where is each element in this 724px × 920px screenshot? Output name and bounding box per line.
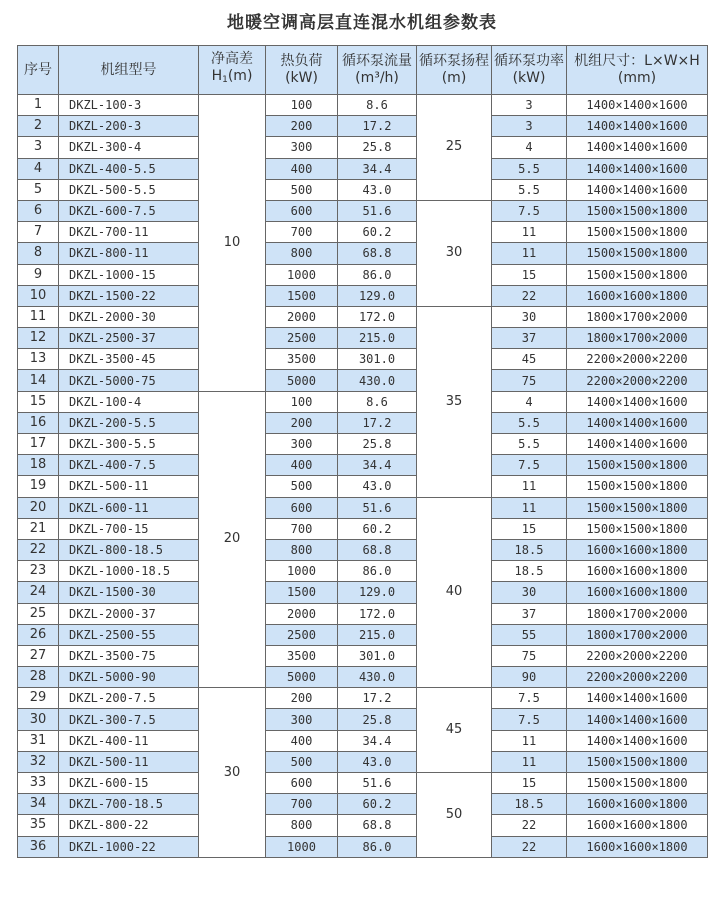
row-power: 3 xyxy=(492,95,567,116)
row-model: DKZL-200-7.5 xyxy=(59,688,199,709)
row-size: 1400×1400×1600 xyxy=(567,412,708,433)
row-size: 1600×1600×1800 xyxy=(567,582,708,603)
row-load: 3500 xyxy=(266,349,338,370)
table-row xyxy=(18,370,708,391)
row-power: 22 xyxy=(492,285,567,306)
row-power: 7.5 xyxy=(492,455,567,476)
row-no: 25 xyxy=(18,603,59,624)
row-load: 700 xyxy=(266,222,338,243)
table-row xyxy=(18,603,708,624)
row-model: DKZL-400-11 xyxy=(59,730,199,751)
table-row xyxy=(18,561,708,582)
row-no: 23 xyxy=(18,561,59,582)
row-model: DKZL-200-3 xyxy=(59,116,199,137)
header-flow: 循环泵流量 (m³/h) xyxy=(338,46,417,95)
row-no: 18 xyxy=(18,455,59,476)
row-load: 800 xyxy=(266,815,338,836)
row-flow: 8.6 xyxy=(338,391,417,412)
row-power: 5.5 xyxy=(492,179,567,200)
row-power: 90 xyxy=(492,667,567,688)
row-no: 6 xyxy=(18,200,59,221)
row-power: 30 xyxy=(492,306,567,327)
row-load: 300 xyxy=(266,709,338,730)
row-size: 1400×1400×1600 xyxy=(567,158,708,179)
row-model: DKZL-1000-22 xyxy=(59,836,199,857)
row-size: 1400×1400×1600 xyxy=(567,116,708,137)
row-size: 1400×1400×1600 xyxy=(567,391,708,412)
row-model: DKZL-5000-90 xyxy=(59,667,199,688)
row-size: 1400×1400×1600 xyxy=(567,179,708,200)
row-power: 22 xyxy=(492,815,567,836)
row-size: 1500×1500×1800 xyxy=(567,455,708,476)
table-row xyxy=(18,158,708,179)
row-power: 45 xyxy=(492,349,567,370)
table-row xyxy=(18,518,708,539)
row-flow: 86.0 xyxy=(338,561,417,582)
row-model: DKZL-1500-22 xyxy=(59,285,199,306)
row-load: 2500 xyxy=(266,328,338,349)
row-load: 700 xyxy=(266,794,338,815)
table-row xyxy=(18,306,708,327)
row-no: 20 xyxy=(18,497,59,518)
row-size: 1500×1500×1800 xyxy=(567,200,708,221)
row-no: 2 xyxy=(18,116,59,137)
row-power: 11 xyxy=(492,476,567,497)
row-power: 11 xyxy=(492,222,567,243)
row-flow: 17.2 xyxy=(338,116,417,137)
row-flow: 25.8 xyxy=(338,434,417,455)
row-model: DKZL-800-11 xyxy=(59,243,199,264)
row-model: DKZL-500-5.5 xyxy=(59,179,199,200)
row-power: 7.5 xyxy=(492,688,567,709)
row-model: DKZL-600-7.5 xyxy=(59,200,199,221)
row-model: DKZL-2500-37 xyxy=(59,328,199,349)
header-power: 循环泵功率 (kW) xyxy=(492,46,567,95)
row-load: 200 xyxy=(266,116,338,137)
row-model: DKZL-2500-55 xyxy=(59,624,199,645)
row-model: DKZL-600-11 xyxy=(59,497,199,518)
row-load: 800 xyxy=(266,243,338,264)
row-power: 37 xyxy=(492,603,567,624)
row-load: 800 xyxy=(266,539,338,560)
row-power: 5.5 xyxy=(492,158,567,179)
header-head: 循环泵扬程 (m) xyxy=(417,46,492,95)
row-flow: 215.0 xyxy=(338,624,417,645)
row-load: 1500 xyxy=(266,582,338,603)
table-row xyxy=(18,815,708,836)
table-row xyxy=(18,476,708,497)
row-power: 18.5 xyxy=(492,539,567,560)
row-load: 3500 xyxy=(266,645,338,666)
table-row xyxy=(18,412,708,433)
header-row xyxy=(18,46,708,95)
row-no: 17 xyxy=(18,434,59,455)
row-model: DKZL-700-11 xyxy=(59,222,199,243)
row-model: DKZL-400-7.5 xyxy=(59,455,199,476)
row-load: 600 xyxy=(266,497,338,518)
row-model: DKZL-700-18.5 xyxy=(59,794,199,815)
row-no: 16 xyxy=(18,412,59,433)
row-flow: 68.8 xyxy=(338,539,417,560)
row-flow: 301.0 xyxy=(338,645,417,666)
row-flow: 430.0 xyxy=(338,370,417,391)
row-model: DKZL-1500-30 xyxy=(59,582,199,603)
row-size: 1600×1600×1800 xyxy=(567,561,708,582)
row-no: 26 xyxy=(18,624,59,645)
row-flow: 60.2 xyxy=(338,518,417,539)
table-row xyxy=(18,497,708,518)
row-size: 2200×2000×2200 xyxy=(567,667,708,688)
row-size: 1500×1500×1800 xyxy=(567,243,708,264)
row-size: 1600×1600×1800 xyxy=(567,285,708,306)
row-load: 100 xyxy=(266,391,338,412)
row-model: DKZL-800-18.5 xyxy=(59,539,199,560)
row-flow: 17.2 xyxy=(338,688,417,709)
table-row xyxy=(18,751,708,772)
row-flow: 129.0 xyxy=(338,582,417,603)
row-load: 400 xyxy=(266,455,338,476)
table-row xyxy=(18,539,708,560)
row-model: DKZL-300-5.5 xyxy=(59,434,199,455)
row-power: 30 xyxy=(492,582,567,603)
row-size: 1400×1400×1600 xyxy=(567,95,708,116)
row-no: 24 xyxy=(18,582,59,603)
row-no: 5 xyxy=(18,179,59,200)
row-no: 11 xyxy=(18,306,59,327)
table-row xyxy=(18,391,708,412)
head-group-cell: 25 xyxy=(417,95,492,201)
row-flow: 86.0 xyxy=(338,836,417,857)
row-power: 15 xyxy=(492,518,567,539)
row-load: 1000 xyxy=(266,561,338,582)
table-row xyxy=(18,794,708,815)
row-no: 15 xyxy=(18,391,59,412)
row-power: 75 xyxy=(492,645,567,666)
row-no: 4 xyxy=(18,158,59,179)
table-row xyxy=(18,624,708,645)
row-flow: 60.2 xyxy=(338,222,417,243)
table-row xyxy=(18,688,708,709)
table-row xyxy=(18,730,708,751)
table-row xyxy=(18,264,708,285)
head-group-cell: 35 xyxy=(417,306,492,497)
row-no: 34 xyxy=(18,794,59,815)
row-power: 37 xyxy=(492,328,567,349)
row-model: DKZL-3500-75 xyxy=(59,645,199,666)
row-flow: 8.6 xyxy=(338,95,417,116)
row-load: 2000 xyxy=(266,306,338,327)
row-size: 1600×1600×1800 xyxy=(567,539,708,560)
row-power: 5.5 xyxy=(492,412,567,433)
row-load: 500 xyxy=(266,751,338,772)
table-row xyxy=(18,285,708,306)
row-load: 1000 xyxy=(266,836,338,857)
row-no: 10 xyxy=(18,285,59,306)
row-load: 300 xyxy=(266,137,338,158)
row-size: 1800×1700×2000 xyxy=(567,603,708,624)
row-size: 1600×1600×1800 xyxy=(567,815,708,836)
row-no: 8 xyxy=(18,243,59,264)
row-no: 21 xyxy=(18,518,59,539)
row-size: 1500×1500×1800 xyxy=(567,264,708,285)
row-power: 4 xyxy=(492,391,567,412)
row-no: 22 xyxy=(18,539,59,560)
row-no: 30 xyxy=(18,709,59,730)
table-row xyxy=(18,243,708,264)
table-row xyxy=(18,222,708,243)
row-model: DKZL-700-15 xyxy=(59,518,199,539)
row-model: DKZL-100-4 xyxy=(59,391,199,412)
row-flow: 34.4 xyxy=(338,455,417,476)
row-flow: 17.2 xyxy=(338,412,417,433)
row-model: DKZL-200-5.5 xyxy=(59,412,199,433)
row-model: DKZL-300-7.5 xyxy=(59,709,199,730)
table-row xyxy=(18,455,708,476)
row-no: 19 xyxy=(18,476,59,497)
row-flow: 68.8 xyxy=(338,815,417,836)
row-size: 1500×1500×1800 xyxy=(567,497,708,518)
row-size: 2200×2000×2200 xyxy=(567,370,708,391)
row-model: DKZL-1000-18.5 xyxy=(59,561,199,582)
row-size: 1400×1400×1600 xyxy=(567,434,708,455)
row-size: 1500×1500×1800 xyxy=(567,773,708,794)
row-power: 22 xyxy=(492,836,567,857)
row-power: 3 xyxy=(492,116,567,137)
row-load: 2000 xyxy=(266,603,338,624)
row-load: 500 xyxy=(266,476,338,497)
table-row xyxy=(18,434,708,455)
row-power: 18.5 xyxy=(492,794,567,815)
row-model: DKZL-500-11 xyxy=(59,476,199,497)
row-size: 2200×2000×2200 xyxy=(567,645,708,666)
height-group-cell: 10 xyxy=(199,95,266,392)
row-no: 28 xyxy=(18,667,59,688)
row-load: 400 xyxy=(266,158,338,179)
table-row xyxy=(18,328,708,349)
head-group-cell: 45 xyxy=(417,688,492,773)
row-no: 14 xyxy=(18,370,59,391)
table-title: 地暖空调高层直连混水机组参数表 xyxy=(227,13,497,33)
row-flow: 25.8 xyxy=(338,137,417,158)
header-size: 机组尺寸：L×W×H (mm) xyxy=(567,46,708,95)
row-flow: 172.0 xyxy=(338,603,417,624)
table-row xyxy=(18,200,708,221)
row-load: 1500 xyxy=(266,285,338,306)
row-flow: 25.8 xyxy=(338,709,417,730)
row-load: 200 xyxy=(266,412,338,433)
row-power: 15 xyxy=(492,773,567,794)
row-load: 600 xyxy=(266,773,338,794)
row-power: 55 xyxy=(492,624,567,645)
row-model: DKZL-400-5.5 xyxy=(59,158,199,179)
row-load: 200 xyxy=(266,688,338,709)
head-group-cell: 50 xyxy=(417,773,492,858)
row-size: 1400×1400×1600 xyxy=(567,730,708,751)
row-size: 1500×1500×1800 xyxy=(567,222,708,243)
header-load: 热负荷 (kW) xyxy=(266,46,338,95)
row-model: DKZL-100-3 xyxy=(59,95,199,116)
head-group-cell: 30 xyxy=(417,200,492,306)
row-no: 33 xyxy=(18,773,59,794)
header-model: 机组型号 xyxy=(59,46,199,95)
row-load: 600 xyxy=(266,200,338,221)
row-no: 27 xyxy=(18,645,59,666)
row-power: 75 xyxy=(492,370,567,391)
row-flow: 51.6 xyxy=(338,497,417,518)
row-no: 35 xyxy=(18,815,59,836)
table-row xyxy=(18,709,708,730)
row-flow: 86.0 xyxy=(338,264,417,285)
row-flow: 51.6 xyxy=(338,200,417,221)
row-size: 1400×1400×1600 xyxy=(567,688,708,709)
row-no: 13 xyxy=(18,349,59,370)
row-no: 29 xyxy=(18,688,59,709)
row-power: 11 xyxy=(492,751,567,772)
row-model: DKZL-600-15 xyxy=(59,773,199,794)
height-group-cell: 30 xyxy=(199,688,266,858)
row-power: 4 xyxy=(492,137,567,158)
row-size: 2200×2000×2200 xyxy=(567,349,708,370)
table-row xyxy=(18,349,708,370)
row-model: DKZL-800-22 xyxy=(59,815,199,836)
row-flow: 129.0 xyxy=(338,285,417,306)
table-row xyxy=(18,667,708,688)
row-model: DKZL-500-11 xyxy=(59,751,199,772)
row-flow: 68.8 xyxy=(338,243,417,264)
table-row xyxy=(18,645,708,666)
row-flow: 43.0 xyxy=(338,476,417,497)
row-model: DKZL-1000-15 xyxy=(59,264,199,285)
row-flow: 43.0 xyxy=(338,179,417,200)
row-power: 11 xyxy=(492,243,567,264)
row-load: 700 xyxy=(266,518,338,539)
row-load: 400 xyxy=(266,730,338,751)
table-row xyxy=(18,582,708,603)
row-flow: 60.2 xyxy=(338,794,417,815)
row-no: 36 xyxy=(18,836,59,857)
row-flow: 43.0 xyxy=(338,751,417,772)
row-power: 7.5 xyxy=(492,709,567,730)
row-size: 1800×1700×2000 xyxy=(567,306,708,327)
row-flow: 301.0 xyxy=(338,349,417,370)
row-no: 32 xyxy=(18,751,59,772)
row-power: 5.5 xyxy=(492,434,567,455)
row-flow: 430.0 xyxy=(338,667,417,688)
row-no: 1 xyxy=(18,95,59,116)
head-group-cell: 40 xyxy=(417,497,492,688)
row-no: 9 xyxy=(18,264,59,285)
row-size: 1800×1700×2000 xyxy=(567,624,708,645)
row-size: 1500×1500×1800 xyxy=(567,518,708,539)
row-model: DKZL-2000-30 xyxy=(59,306,199,327)
row-no: 3 xyxy=(18,137,59,158)
row-load: 1000 xyxy=(266,264,338,285)
row-model: DKZL-3500-45 xyxy=(59,349,199,370)
row-load: 2500 xyxy=(266,624,338,645)
row-size: 1500×1500×1800 xyxy=(567,751,708,772)
row-power: 11 xyxy=(492,497,567,518)
row-flow: 215.0 xyxy=(338,328,417,349)
parameter-table xyxy=(17,45,708,858)
row-load: 500 xyxy=(266,179,338,200)
row-no: 31 xyxy=(18,730,59,751)
row-load: 5000 xyxy=(266,370,338,391)
table-row xyxy=(18,95,708,116)
row-power: 18.5 xyxy=(492,561,567,582)
row-size: 1500×1500×1800 xyxy=(567,476,708,497)
row-size: 1600×1600×1800 xyxy=(567,836,708,857)
header-height: 净高差 $H_1(m)$ xyxy=(199,46,266,95)
height-group-cell: 20 xyxy=(199,391,266,688)
row-model: DKZL-2000-37 xyxy=(59,603,199,624)
row-size: 1600×1600×1800 xyxy=(567,794,708,815)
row-flow: 51.6 xyxy=(338,773,417,794)
row-flow: 34.4 xyxy=(338,158,417,179)
header-no: 序号 xyxy=(18,46,59,95)
row-model: DKZL-5000-75 xyxy=(59,370,199,391)
row-size: 1800×1700×2000 xyxy=(567,328,708,349)
row-power: 11 xyxy=(492,730,567,751)
row-flow: 172.0 xyxy=(338,306,417,327)
row-model: DKZL-300-4 xyxy=(59,137,199,158)
table-row xyxy=(18,773,708,794)
table-row xyxy=(18,179,708,200)
row-power: 15 xyxy=(492,264,567,285)
table-row xyxy=(18,137,708,158)
row-no: 12 xyxy=(18,328,59,349)
row-load: 5000 xyxy=(266,667,338,688)
row-no: 7 xyxy=(18,222,59,243)
table-row xyxy=(18,116,708,137)
row-flow: 34.4 xyxy=(338,730,417,751)
row-load: 300 xyxy=(266,434,338,455)
row-load: 100 xyxy=(266,95,338,116)
row-size: 1400×1400×1600 xyxy=(567,137,708,158)
row-size: 1400×1400×1600 xyxy=(567,709,708,730)
row-power: 7.5 xyxy=(492,200,567,221)
table-row xyxy=(18,836,708,857)
